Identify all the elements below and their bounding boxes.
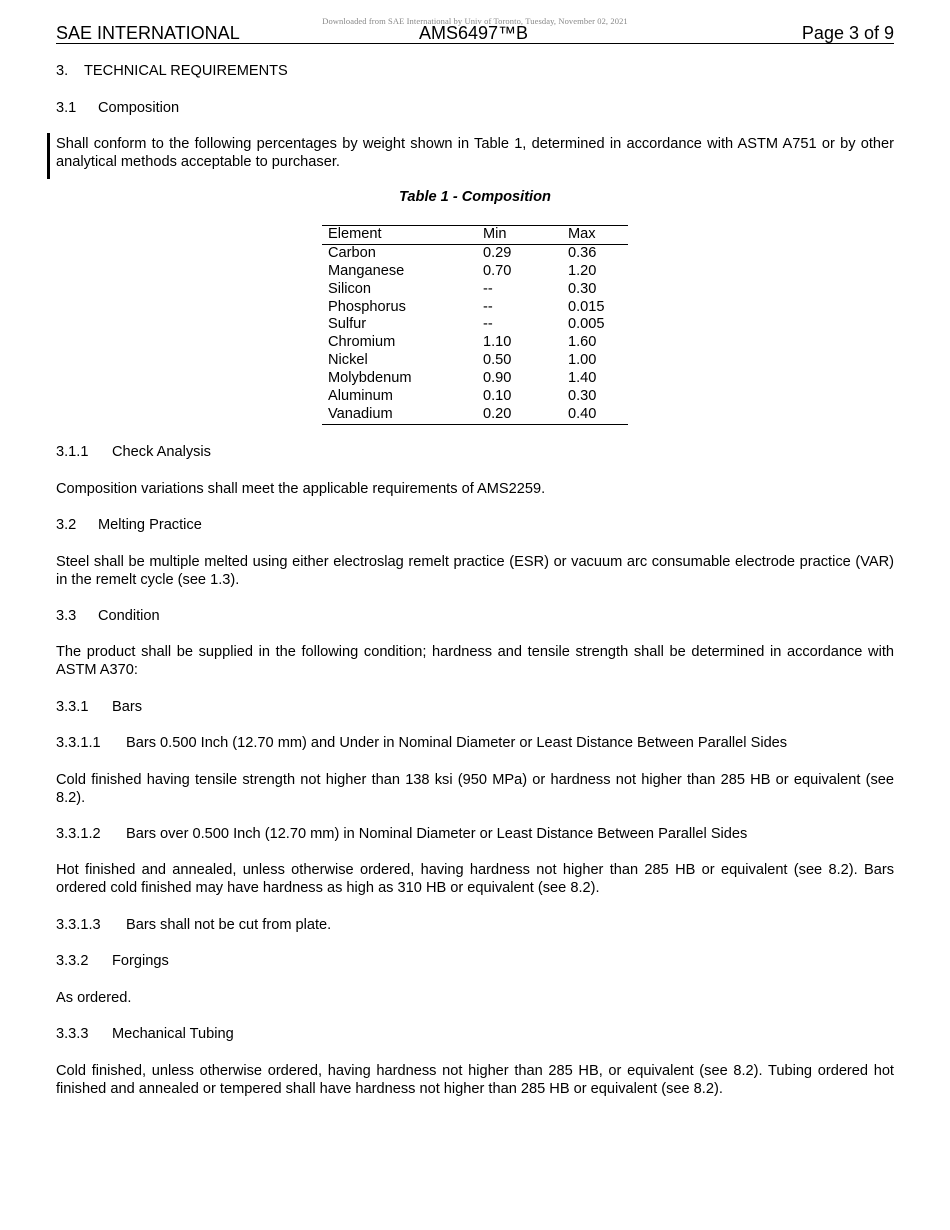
section-title: Mechanical Tubing: [112, 1026, 234, 1042]
section-number: 3.1: [56, 100, 77, 116]
section-3-3-3-heading: [56, 1025, 894, 1043]
section-title: Bars 0.500 Inch (12.70 mm) and Under in Nominal Diameter or Least Distance Between Parallel Sides: [126, 735, 788, 751]
section-3-1-text: Shall conform to the following percentages by weight shown in Table 1, determined in accordance with ASTM A751 or by other analytical methods acceptable to purchaser.: [56, 136, 894, 170]
section-number: 3.1.1: [56, 444, 89, 460]
section-3-3-1-3-heading: [56, 916, 894, 934]
section-title: Composition: [98, 100, 180, 116]
section-3-1-1-text: Composition variations shall meet the applicable requirements of AMS2259.: [56, 481, 546, 497]
header-page-number: Page 3 of 9: [801, 23, 894, 43]
section-3-heading: [56, 62, 894, 80]
section-number: 3.3.1.1: [56, 735, 101, 751]
max-cell: 1.00: [568, 352, 597, 369]
table-row: [322, 263, 628, 281]
section-title: Forgings: [112, 953, 169, 969]
min-cell: --: [483, 280, 493, 297]
section-title: Melting Practice: [98, 517, 202, 533]
element-cell: Vanadium: [328, 405, 393, 422]
section-title: Bars: [112, 699, 143, 715]
section-title: Check Analysis: [112, 444, 211, 460]
min-cell: --: [483, 298, 493, 315]
element-cell: Molybdenum: [328, 370, 412, 387]
section-number: 3.: [56, 63, 69, 79]
section-3-1-heading: [56, 99, 894, 117]
section-title: Condition: [98, 608, 160, 624]
section-3-2-text: Steel shall be multiple melted using either electroslag remelt practice (ESR) or vacuum arc consumable electrode practice (VAR) in the remelt cycle (see 1.3).: [56, 554, 894, 588]
element-cell: Chromium: [328, 334, 396, 351]
table-row: [322, 299, 628, 317]
min-cell: 0.50: [483, 352, 512, 369]
element-cell: Carbon: [328, 244, 376, 261]
element-cell: Aluminum: [328, 388, 393, 405]
header-max: Max: [568, 226, 628, 245]
min-cell: --: [483, 316, 493, 333]
table-row: [322, 388, 628, 406]
section-number: 3.3.3: [56, 1026, 89, 1042]
section-title: Bars shall not be cut from plate.: [126, 917, 332, 933]
max-cell: 0.36: [568, 244, 597, 261]
section-3-3-1-1-text: Cold finished having tensile strength not higher than 138 ksi (950 MPa) or hardness not higher than 285 HB or equivalent (see 8.2).: [56, 772, 894, 806]
table-row: [322, 352, 628, 370]
section-title: Bars over 0.500 Inch (12.70 mm) in Nominal Diameter or Least Distance Between Parallel Sides: [126, 826, 748, 842]
section-3-3-1-2-heading: [56, 825, 894, 843]
section-number: 3.3.1: [56, 699, 89, 715]
section-3-3-3-text: Cold finished, unless otherwise ordered, having hardness not higher than 285 HB, or equivalent (see 8.2). Tubing ordered hot finished and annealed or tempered shall have hardness not higher than 285 HB or equivalent (see 8.2).: [56, 1063, 894, 1097]
max-cell: 1.40: [568, 370, 597, 387]
element-cell: Phosphorus: [328, 298, 406, 315]
header-min: Min: [483, 226, 568, 245]
section-3-3-1-heading: [56, 698, 894, 716]
table-row: [322, 370, 628, 388]
min-cell: 0.29: [483, 244, 512, 261]
section-3-3-2-text: As ordered.: [56, 990, 132, 1006]
header-org: SAE INTERNATIONAL: [56, 23, 240, 43]
section-3-3-text: The product shall be supplied in the following condition; hardness and tensile strength shall be determined in accordance with ASTM A370:: [56, 644, 894, 678]
header-element: Element: [322, 226, 483, 245]
section-3-3-1-2-text: Hot finished and annealed, unless otherwise ordered, having hardness not higher than 285 HB or equivalent (see 8.2). Bars ordered cold finished may have hardness as high as 310 HB or equivalent (see 8.2).: [56, 862, 894, 896]
section-number: 3.3.1.2: [56, 826, 101, 842]
table-row: [322, 281, 628, 299]
composition-table: [322, 225, 628, 425]
section-number: 3.3.2: [56, 953, 89, 969]
table-row: [322, 334, 628, 352]
section-number: 3.3.1.3: [56, 917, 101, 933]
table-row: [322, 406, 628, 424]
element-cell: Manganese: [328, 262, 405, 279]
section-3-3-1-1-heading: [56, 734, 894, 752]
max-cell: 1.20: [568, 262, 597, 279]
section-number: 3.3: [56, 608, 77, 624]
table-row: [322, 316, 628, 334]
download-watermark: Downloaded from SAE International by Univ of Toronto, Tuesday, November 02, 2021: [322, 16, 628, 26]
page-header: [56, 22, 894, 44]
header-doc-id: AMS6497™B: [419, 23, 529, 43]
element-cell: Sulfur: [328, 316, 367, 333]
min-cell: 1.10: [483, 334, 512, 351]
min-cell: 0.10: [483, 388, 512, 405]
max-cell: 1.60: [568, 334, 597, 351]
max-cell: 0.30: [568, 280, 597, 297]
min-cell: 0.20: [483, 405, 512, 422]
min-cell: 0.90: [483, 370, 512, 387]
element-cell: Silicon: [328, 280, 371, 297]
table-header-row: [322, 226, 628, 245]
max-cell: 0.015: [568, 298, 605, 315]
max-cell: 0.005: [568, 316, 605, 333]
section-title: TECHNICAL REQUIREMENTS: [84, 63, 288, 79]
section-3-1-1-heading: [56, 443, 894, 461]
section-3-2-heading: [56, 516, 894, 534]
max-cell: 0.40: [568, 405, 597, 422]
min-cell: 0.70: [483, 262, 512, 279]
table-1-caption: Table 1 - Composition: [399, 189, 551, 205]
section-3-3-2-heading: [56, 952, 894, 970]
table-row: [322, 244, 628, 262]
revision-change-bar: [47, 133, 50, 179]
section-3-3-heading: [56, 607, 894, 625]
max-cell: 0.30: [568, 388, 597, 405]
section-number: 3.2: [56, 517, 77, 533]
element-cell: Nickel: [328, 352, 368, 369]
